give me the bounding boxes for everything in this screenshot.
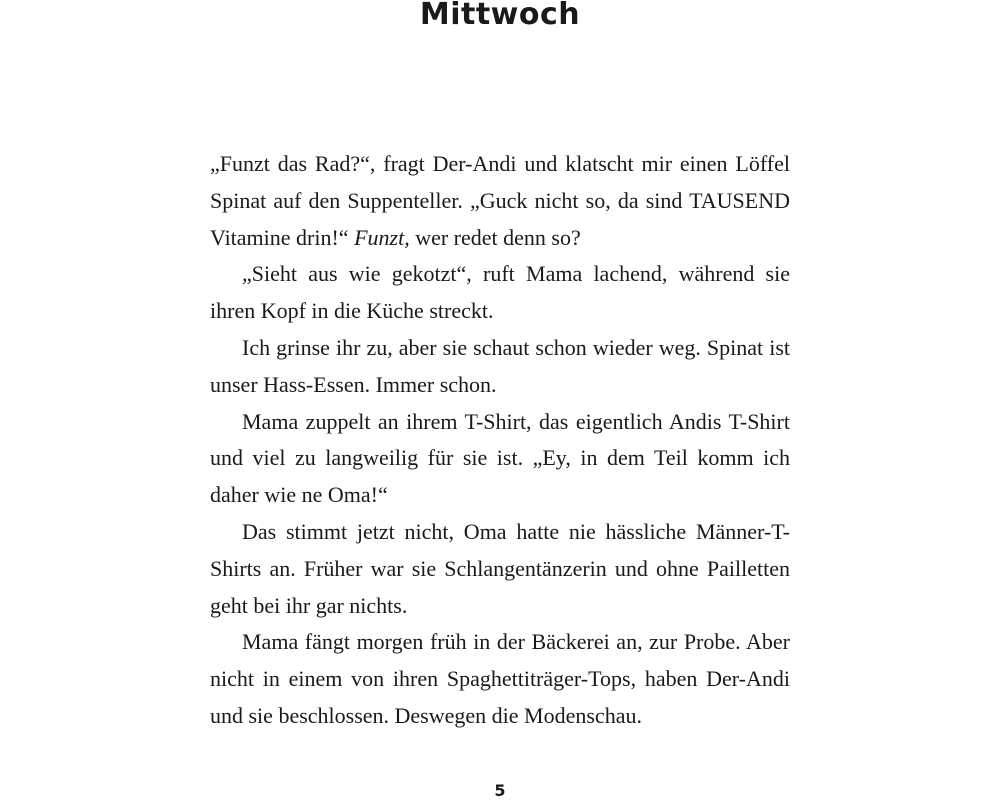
paragraph-text: „Funzt das Rad?“, fragt Der-Andi und klatscht mir einen Löffel Spinat auf den Suppenteller. „Guck nicht so, da sind TAUSEND Vitamine drin!“ (210, 151, 790, 250)
paragraph: Ich grinse ihr zu, aber sie schaut schon wieder weg. Spinat ist unser Hass-Essen. Immer schon. (210, 334, 790, 397)
emphasized-text: Funzt, (354, 224, 410, 250)
paragraph: Mama fängt morgen früh in der Bäckerei an, zur Probe. Aber nicht in einem von ihren Spaghettiträger-Tops, haben Der-Andi und sie beschlossen. Deswegen die Modenschau. (210, 629, 790, 728)
paragraph: Mama zuppelt an ihrem T-Shirt, das eigentlich Andis T-Shirt und viel zu langweilig für sie ist. „Ey, in dem Teil komm ich daher wie ne Oma!“ (210, 408, 790, 508)
paragraph: Das stimmt jetzt nicht, Oma hatte nie hässliche Männer-T-Shirts an. Früher war sie Schlangentänzerin und ohne Pailletten geht bei ihr gar nichts. (210, 518, 790, 618)
paragraph-text: wer redet denn so? (409, 224, 581, 250)
page-number: 5 (494, 781, 506, 800)
body-text (210, 146, 790, 735)
paragraph: „Sieht aus wie gekotzt“, ruft Mama lachend, während sie ihren Kopf in die Küche streckt. (210, 261, 790, 324)
chapter-title: Mittwoch (419, 0, 581, 32)
paragraph (210, 146, 790, 256)
